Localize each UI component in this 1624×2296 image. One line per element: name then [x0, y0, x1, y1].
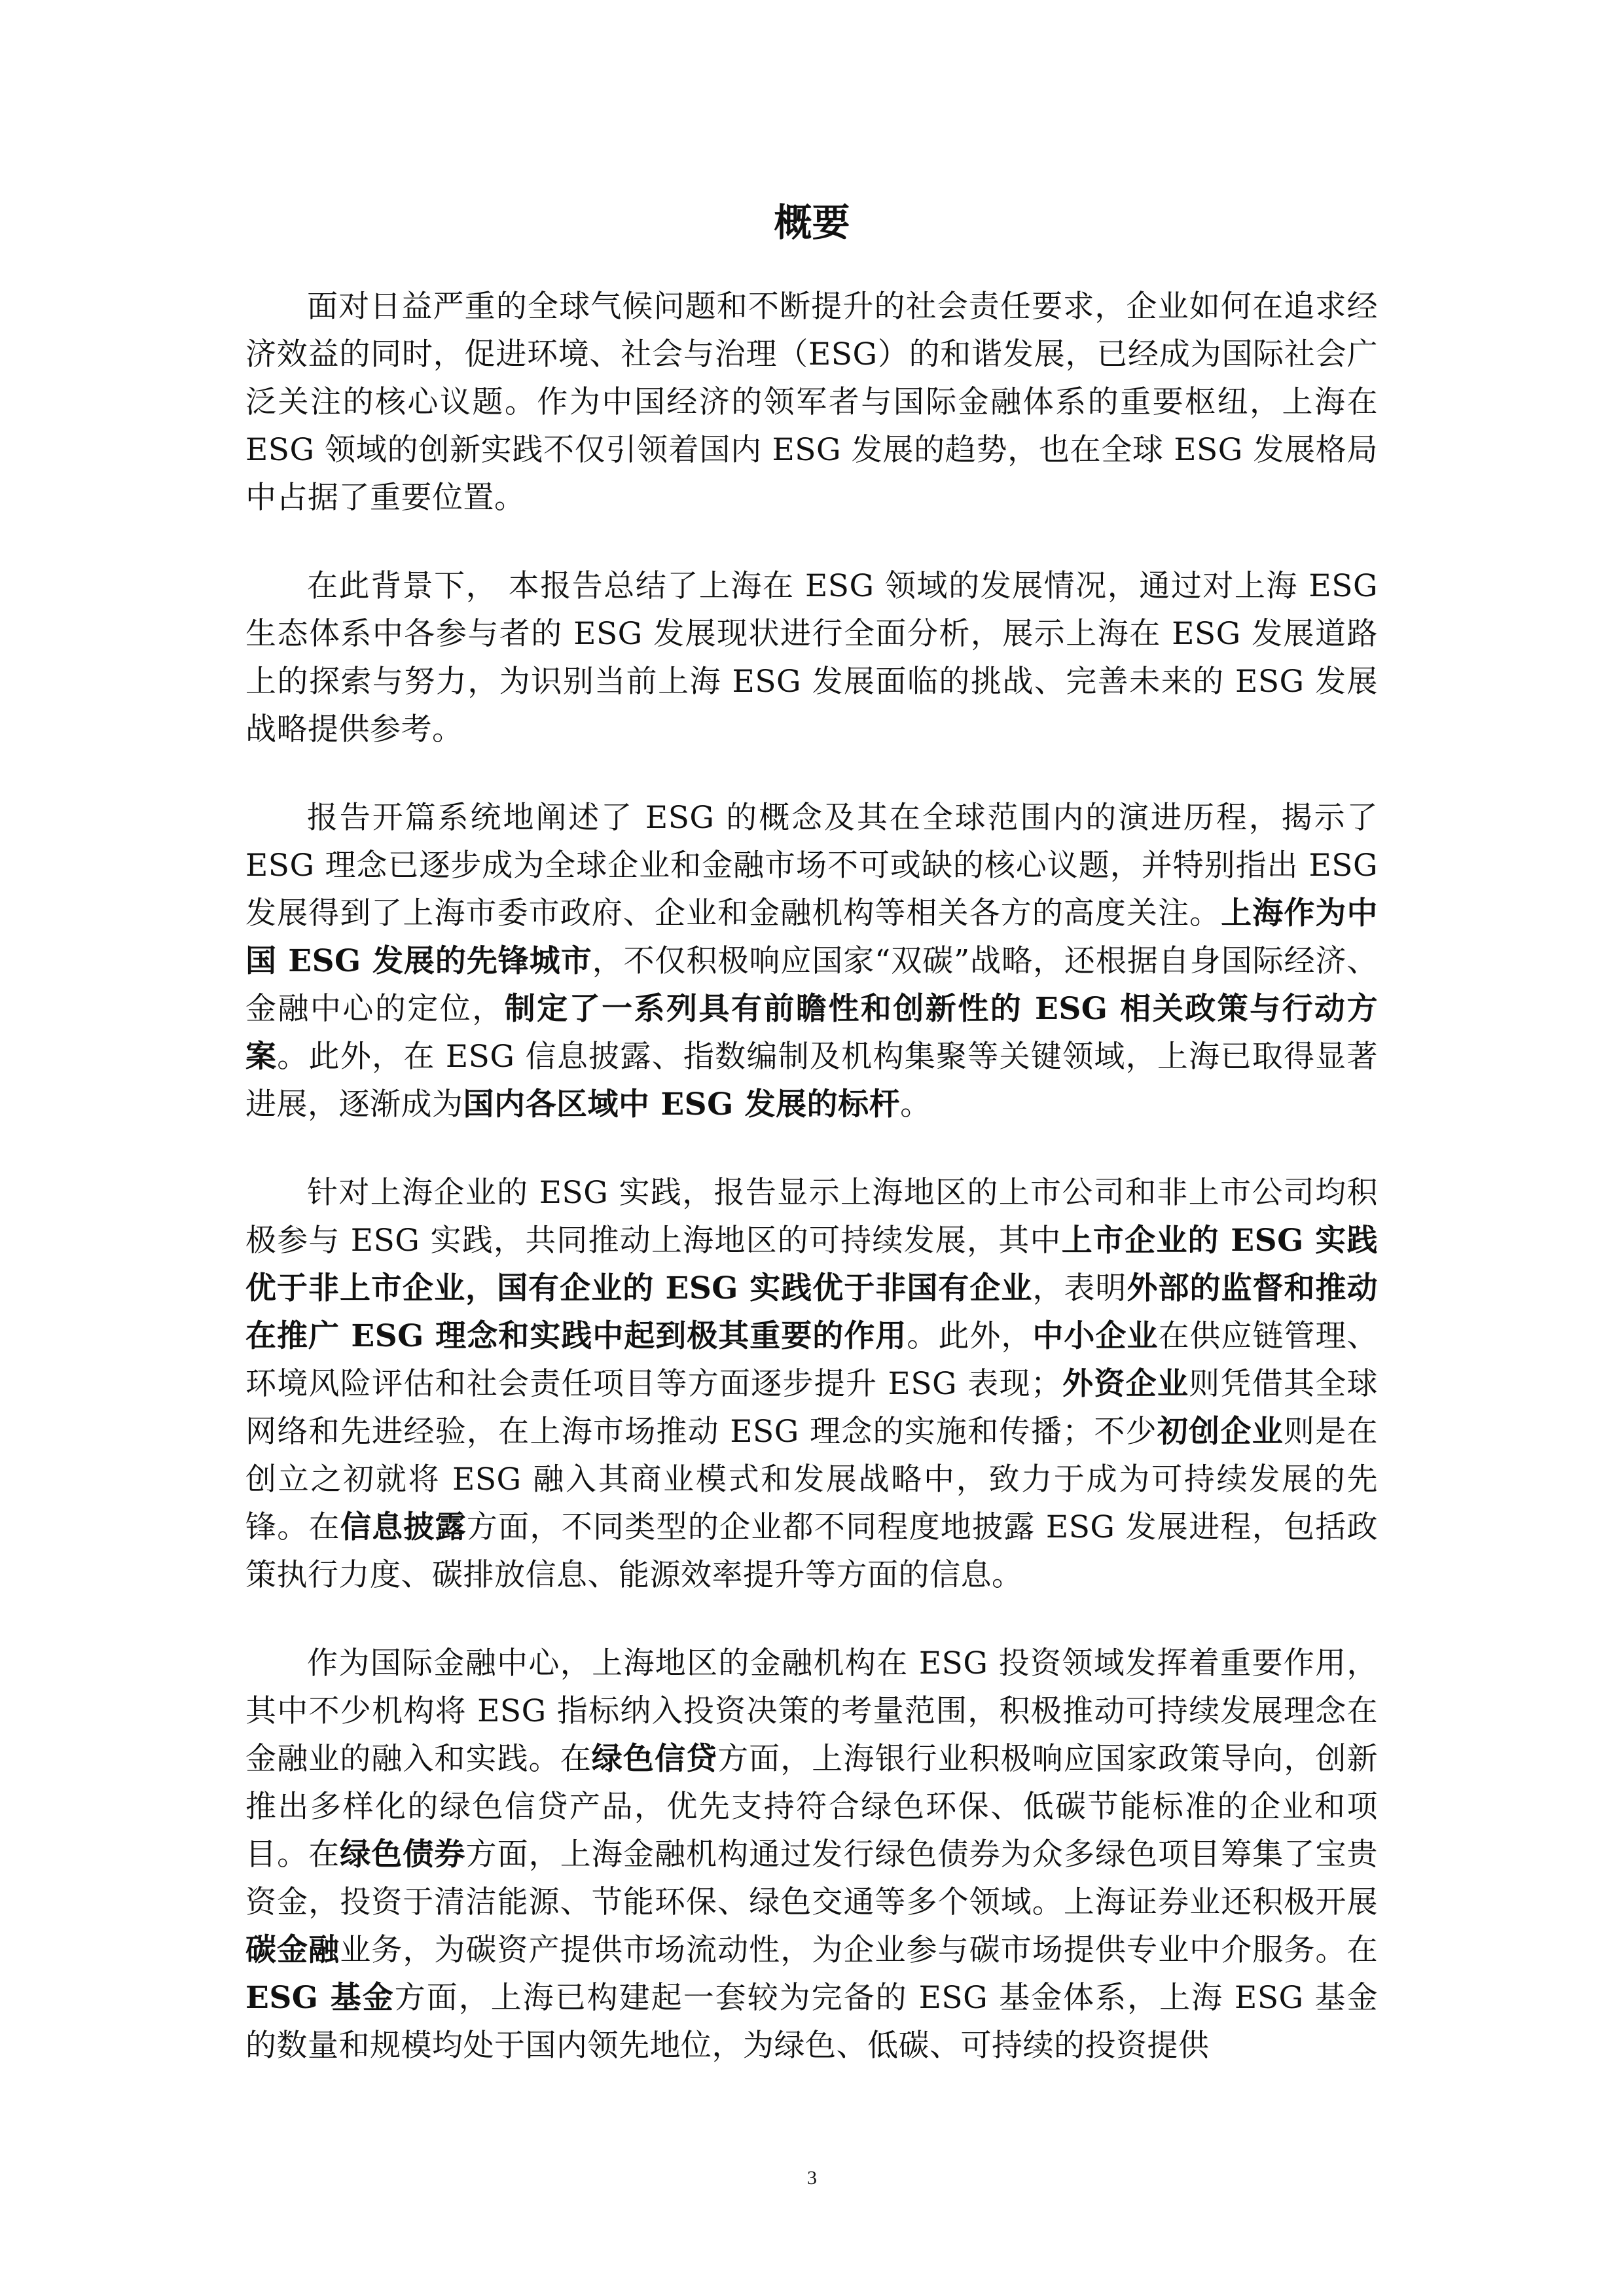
paragraph-1	[245, 283, 1378, 522]
page-title: 概要	[774, 200, 850, 245]
emphasis-text: 制定了一系列具有前瞻性和创新性的 ESG 相关政策与行动方案	[245, 991, 1378, 1075]
text-run: ，不仅积极响应国家“双碳”战略，还根据自身国际经济、金融中心的定位，	[245, 943, 1378, 1027]
text-run: 在此背景下， 本报告总结了上海在 ESG 领域的发展情况，通过对上海 ESG 生态体系中各参与者的 ESG 发展现状进行全面分析，展示上海在 ESG 发展道路上的探索与努力，为识别当前上海 ESG 发展面临的挑战、完善未来的 ESG 发展战略提供参考。	[245, 568, 1378, 747]
emphasis-text: ESG 基金	[245, 1980, 395, 2016]
text-run: 业务，为碳资产提供市场流动性，为企业参与碳市场提供专业中介服务。在	[340, 1932, 1379, 1968]
text-run: 在供应链管理、环境风险评估和社会责任项目等方面逐步提升 ESG 表现；	[245, 1318, 1379, 1402]
paragraph-5	[245, 1640, 1378, 2070]
text-run: 报告开篇系统地阐述了 ESG 的概念及其在全球范围内的演进历程，揭示了 ESG 理念已逐步成为全球企业和金融市场不可或缺的核心议题，并特别指出 ESG 发展得到了上海市委市政府、企业和金融机构等相关各方的高度关注。	[245, 800, 1378, 931]
text-run: ，表明	[1032, 1270, 1127, 1306]
paragraph-2	[245, 562, 1378, 753]
text-run: 则是在创立之初就将 ESG 融入其商业模式和发展战略中，致力于成为可持续发展的先锋。在	[245, 1414, 1379, 1545]
text-run: 针对上海企业的 ESG 实践，报告显示上海地区的上市公司和非上市公司均积极参与 ESG 实践，共同推动上海地区的可持续发展，其中	[245, 1175, 1378, 1259]
text-run: 方面，上海银行业积极响应国家政策导向，创新推出多样化的绿色信贷产品，优先支持符合绿色环保、低碳节能标准的企业和项目。在	[245, 1741, 1379, 1873]
emphasis-text: 国内各区域中 ESG 发展的标杆	[463, 1086, 901, 1122]
paragraph-4	[245, 1169, 1378, 1599]
emphasis-text: 绿色债券	[340, 1837, 466, 1873]
page-number: 3	[807, 2167, 817, 2189]
summary-body	[245, 283, 1378, 2110]
text-run: 。此外，	[907, 1318, 1033, 1354]
emphasis-text: 信息披露	[340, 1509, 467, 1545]
text-run: 方面，上海金融机构通过发行绿色债券为众多绿色项目筹集了宝贵资金，投资于清洁能源、节能环保、绿色交通等多个领域。上海证券业还积极开展	[245, 1837, 1379, 1920]
emphasis-text: 外部的监督和推动在推广 ESG 理念和实践中起到极其重要的作用	[245, 1270, 1379, 1354]
paragraph-3	[245, 794, 1378, 1128]
emphasis-text: 上海作为中国 ESG 发展的先锋城市	[245, 895, 1379, 979]
text-run: 方面，上海已构建起一套较为完备的 ESG 基金体系，上海 ESG 基金的数量和规模均处于国内领先地位，为绿色、低碳、可持续的投资提供	[245, 1980, 1378, 2064]
emphasis-text: 碳金融	[245, 1932, 340, 1968]
emphasis-text: 上市企业的 ESG 实践优于非上市企业，国有企业的 ESG 实践优于非国有企业	[245, 1223, 1378, 1306]
text-run: 。	[900, 1086, 931, 1122]
emphasis-text: 初创企业	[1157, 1414, 1284, 1450]
emphasis-text: 中小企业	[1032, 1318, 1159, 1354]
emphasis-text: 外资企业	[1062, 1366, 1189, 1402]
text-run: 。此外，在 ESG 信息披露、指数编制及机构集聚等关键领域，上海已取得显著进展，逐渐成为	[245, 1039, 1379, 1122]
text-run: 则凭借其全球网络和先进经验，在上海市场推动 ESG 理念的实施和传播；不少	[245, 1366, 1379, 1450]
text-run: 作为国际金融中心，上海地区的金融机构在 ESG 投资领域发挥着重要作用，其中不少机构将 ESG 指标纳入投资决策的考量范围，积极推动可持续发展理念在金融业的融入和实践。在	[245, 1645, 1378, 1777]
text-run: 方面，不同类型的企业都不同程度地披露 ESG 发展进程，包括政策执行力度、碳排放信息、能源效率提升等方面的信息。	[245, 1509, 1379, 1593]
text-run: 面对日益严重的全球气候问题和不断提升的社会责任要求，企业如何在追求经济效益的同时，促进环境、社会与治理（ESG）的和谐发展，已经成为国际社会广泛关注的核心议题。作为中国经济的领军者与国际金融体系的重要枢纽，上海在 ESG 领域的创新实践不仅引领着国内 ESG 发展的趋势，也在全球 ESG 发展格局中占据了重要位置。	[245, 289, 1378, 516]
emphasis-text: 绿色信贷	[591, 1741, 718, 1777]
